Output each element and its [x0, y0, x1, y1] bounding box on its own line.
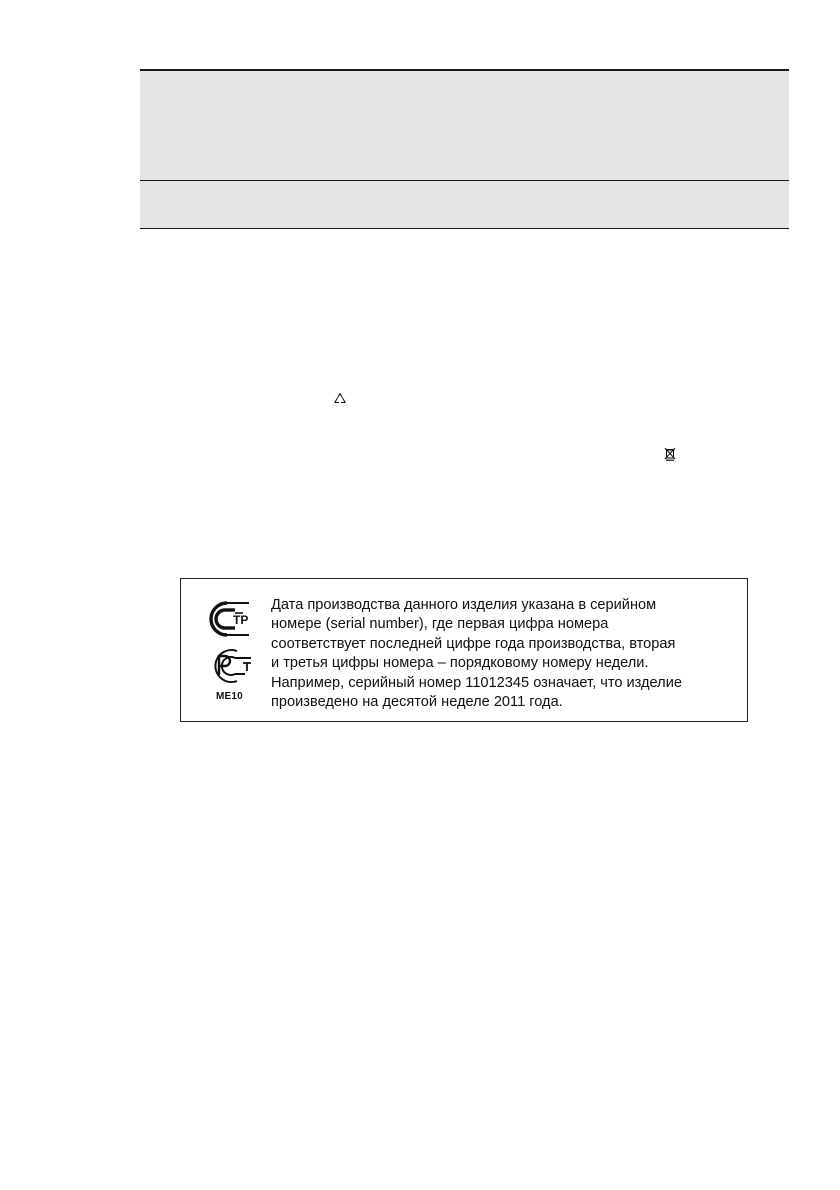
crossed-out-bin-icon	[664, 447, 676, 461]
notice-line: произведено на десятой неделе 2011 года.	[271, 694, 563, 711]
certification-marks	[203, 595, 273, 707]
recycle-icon	[333, 392, 347, 406]
serial-number-explanation	[271, 596, 739, 712]
certification-notice	[180, 578, 748, 722]
info-table	[140, 69, 789, 229]
notice-line: Например, серийный номер 11012345 означает, что изделие	[271, 674, 682, 691]
notice-line: соответствует последней цифре года производства, вторая	[271, 635, 676, 652]
table-row	[140, 180, 789, 228]
notice-line: Дата производства данного изделия указана в серийном	[271, 597, 657, 613]
notice-line: и третья цифры номера – порядковому номеру недели.	[271, 655, 649, 672]
rst-certification-mark-icon	[205, 647, 257, 685]
table-row	[140, 71, 789, 180]
notice-line: номере (serial number), где первая цифра номера	[271, 616, 609, 633]
eac-conformity-mark-icon	[205, 599, 257, 639]
certification-code: ME10	[216, 691, 243, 702]
svg-text:ТР: ТР	[233, 613, 249, 627]
